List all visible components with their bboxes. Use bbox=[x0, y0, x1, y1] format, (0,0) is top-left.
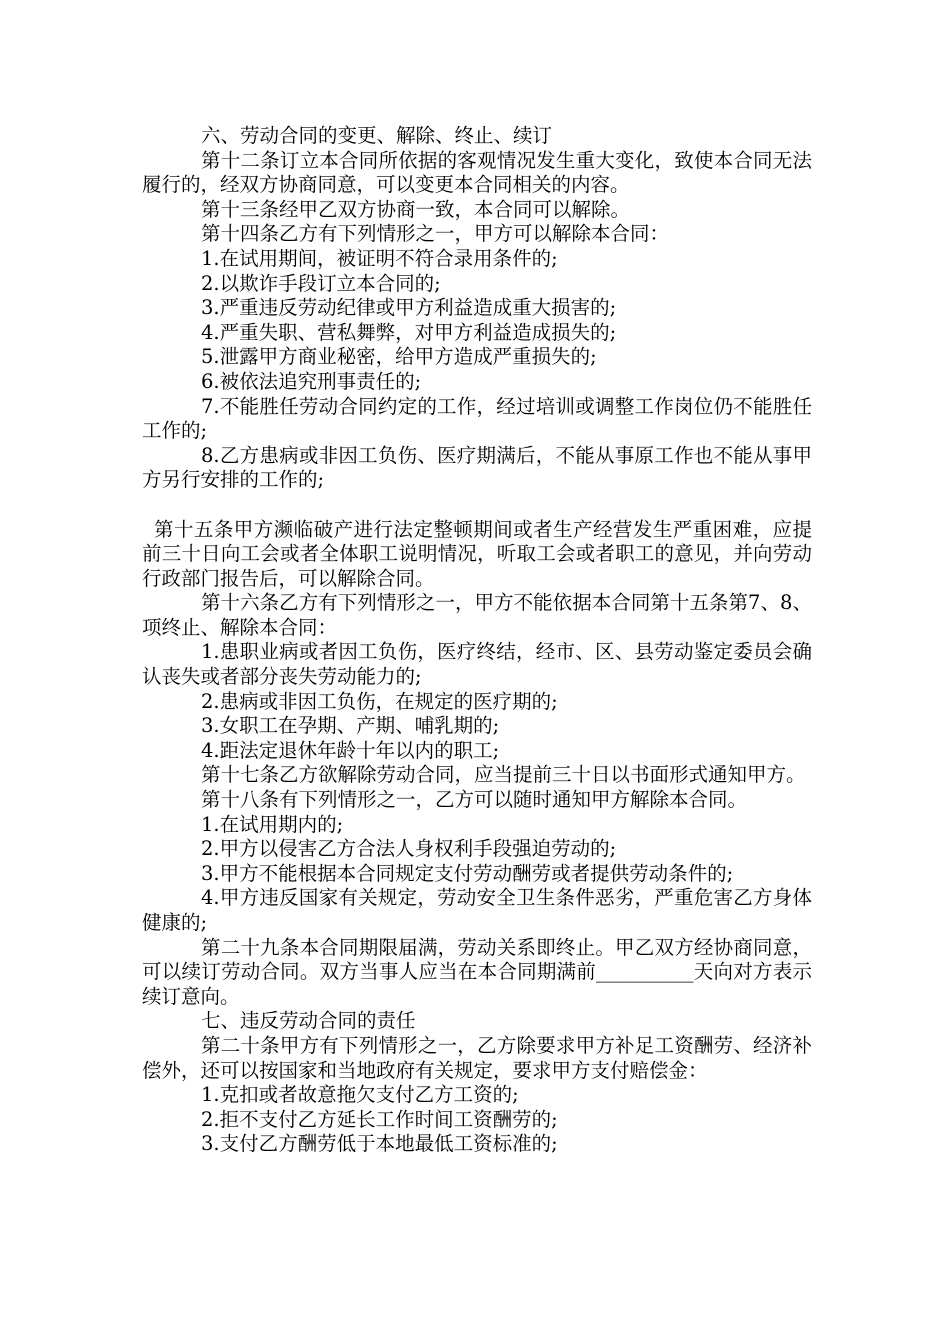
list-item: 1.患职业病或者因工负伤，医疗终结，经市、区、县劳动鉴定委员会确认丧失或者部分丧失劳动能力的; bbox=[142, 640, 812, 689]
list-item: 3.严重违反劳动纪律或甲方利益造成重大损害的; bbox=[201, 296, 617, 320]
list-item: 7.不能胜任劳动合同约定的工作，经过培训或调整工作岗位仍不能胜任工作的; bbox=[142, 394, 812, 443]
list-item: 2.患病或非因工负伤，在规定的医疗期的; bbox=[201, 689, 558, 713]
clause-paragraph: 第二十九条本合同期限届满，劳动关系即终止。甲乙双方经协商同意，可以续订劳动合同。双方当事人应当在本合同期满前__________天向对方表示续订意向。 bbox=[142, 935, 812, 1008]
list-item: 4.甲方违反国家有关规定，劳动安全卫生条件恶劣，严重危害乙方身体健康的; bbox=[142, 886, 812, 934]
clause-paragraph: 第十二条订立本合同所依据的客观情况发生重大变化，致使本合同无法履行的，经双方协商同意，可以变更本合同相关的内容。 bbox=[142, 148, 812, 197]
list-item: 3.甲方不能根据本合同规定支付劳动酬劳或者提供劳动条件的; bbox=[201, 861, 734, 885]
clause-paragraph: 第十五条甲方濒临破产进行法定整顿期间或者生产经营发生严重困难，应提前三十日向工会或者全体职工说明情况，听取工会或者职工的意见，并向劳动行政部门报告后，可以解除合同。 bbox=[142, 517, 812, 590]
list-item: 1.在试用期间，被证明不符合录用条件的; bbox=[201, 246, 558, 270]
clause-paragraph: 第二十条甲方有下列情形之一，乙方除要求甲方补足工资酬劳、经济补偿外，还可以按国家和当地政府有关规定，要求甲方支付赔偿金： bbox=[142, 1033, 812, 1082]
list-item: 6.被依法追究刑事责任的; bbox=[201, 369, 422, 393]
list-item: 4.距法定退休年龄十年以内的职工; bbox=[201, 738, 500, 762]
list-item: 4.严重失职、营私舞弊，对甲方利益造成损失的; bbox=[201, 320, 617, 344]
document-body bbox=[142, 124, 812, 1157]
clause-paragraph: 第十六条乙方有下列情形之一，甲方不能依据本合同第十五条第7、8、项终止、解除本合同： bbox=[142, 591, 812, 639]
list-item: 1.在试用期内的; bbox=[201, 812, 344, 836]
list-item: 3.女职工在孕期、产期、哺乳期的; bbox=[201, 714, 500, 738]
list-item: 3.支付乙方酬劳低于本地最低工资标准的; bbox=[201, 1132, 558, 1156]
clause-paragraph: 第十四条乙方有下列情形之一，甲方可以解除本合同： bbox=[201, 222, 670, 246]
list-item: 1.克扣或者故意拖欠支付乙方工资的; bbox=[201, 1083, 519, 1107]
list-item: 8.乙方患病或非因工负伤、医疗期满后，不能从事原工作也不能从事甲方另行安排的工作的; bbox=[142, 443, 812, 492]
section-heading: 六、劳动合同的变更、解除、终止、续订 bbox=[201, 124, 553, 147]
list-item: 2.拒不支付乙方延长工作时间工资酬劳的; bbox=[201, 1107, 558, 1131]
clause-paragraph: 第十八条有下列情形之一，乙方可以随时通知甲方解除本合同。 bbox=[201, 788, 748, 812]
section-heading: 七、违反劳动合同的责任 bbox=[201, 1009, 416, 1033]
list-item: 2.甲方以侵害乙方合法人身权利手段强迫劳动的; bbox=[201, 837, 617, 861]
clause-paragraph: 第十七条乙方欲解除劳动合同，应当提前三十日以书面形式通知甲方。 bbox=[201, 763, 806, 787]
list-item: 2.以欺诈手段订立本合同的; bbox=[201, 271, 441, 295]
list-item: 5.泄露甲方商业秘密，给甲方造成严重损失的; bbox=[201, 345, 597, 369]
clause-paragraph: 第十三条经甲乙双方协商一致，本合同可以解除。 bbox=[201, 197, 631, 221]
